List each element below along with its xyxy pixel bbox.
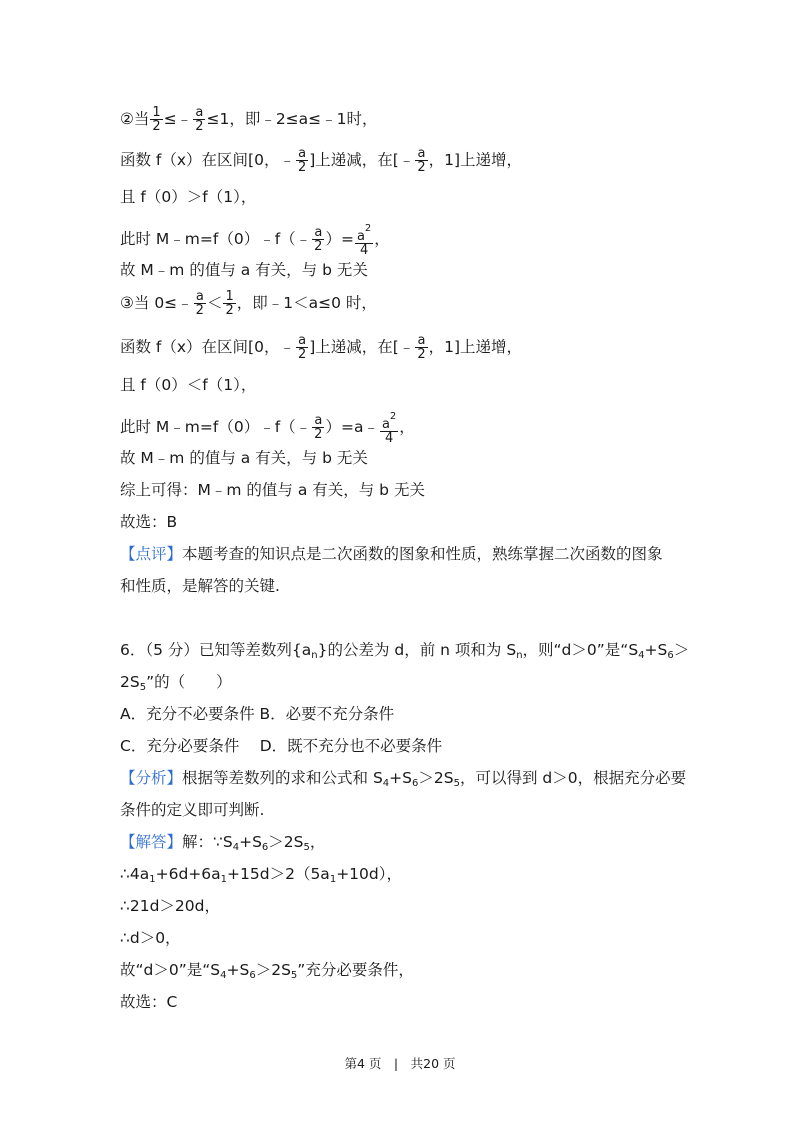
text: ”充分必要条件，: [297, 961, 414, 979]
numerator: a: [194, 290, 206, 304]
solution-line-5: [120, 958, 414, 988]
text: ≤1，即﹣2≤a≤﹣1时，: [206, 110, 378, 128]
text: ）=a﹣: [325, 418, 379, 436]
comment-line-1: [120, 542, 663, 566]
text: 函数 f（x）在区间[0，﹣: [120, 151, 295, 169]
denominator: 4: [384, 431, 394, 446]
text: ）=: [325, 230, 354, 248]
fraction: [194, 290, 206, 317]
text: ＞: [673, 641, 690, 659]
text: 函数 f（x）在区间[0，﹣: [120, 338, 295, 356]
text: +S: [644, 641, 668, 659]
subscript: 6: [249, 970, 256, 981]
case2-monotonic-line: [120, 147, 522, 174]
text: +15d＞2（5a: [227, 865, 330, 883]
numerator: 1: [152, 105, 161, 120]
fraction: [355, 222, 373, 257]
base: a: [356, 229, 365, 244]
text: ，1]上递增，: [428, 151, 523, 169]
case2-compare-line: 且 f（0）＞f（1），: [120, 188, 257, 206]
subscript: 5: [290, 970, 298, 981]
options-cd: C．充分必要条件 D．既不充分也不必要条件: [120, 737, 443, 755]
text: ②当: [120, 110, 150, 128]
fraction: [415, 147, 427, 174]
text: 2S: [120, 673, 140, 691]
text: ＞2S: [418, 769, 454, 787]
subscript: 1: [329, 874, 337, 885]
numerator: a: [193, 106, 205, 120]
options-ab: A．充分不必要条件 B．必要不充分条件: [120, 705, 395, 723]
answer-line-2: 故选：C: [120, 993, 178, 1011]
numerator: [355, 222, 373, 244]
text: ③当 0≤﹣: [120, 294, 193, 312]
text: ]上递减，在[﹣: [309, 151, 415, 169]
text: 解：∵S: [182, 833, 233, 851]
analysis-line-1: [120, 766, 686, 796]
subscript: 5: [303, 842, 310, 853]
subscript: 4: [232, 842, 240, 853]
text: 故“d＞0”是“S: [120, 961, 221, 979]
exponent: 2: [364, 223, 372, 234]
numerator: a: [415, 147, 427, 161]
text: ，: [399, 418, 415, 436]
text: 本题考查的知识点是二次函数的图象和性质，熟练掌握二次函数的图象: [182, 545, 663, 563]
text: ，可以得到 d＞0，根据充分必要: [459, 769, 687, 787]
analysis-tag: 【分析】: [120, 769, 183, 787]
fraction: [296, 147, 308, 174]
text: ≤﹣: [163, 110, 193, 128]
text: 6．（5 分）已知等差数列{a: [120, 641, 312, 659]
denominator: 2: [417, 347, 426, 362]
text: 此时 M﹣m=f（0）﹣f（﹣: [120, 418, 312, 436]
text: +6d+6a: [155, 865, 221, 883]
comment-tag: 【点评】: [120, 545, 183, 563]
numerator: a: [296, 334, 308, 348]
text: ]上递减，在[﹣: [309, 338, 415, 356]
subscript: 6: [261, 842, 269, 853]
subscript: 5: [453, 778, 460, 789]
numerator: [380, 410, 398, 432]
case3-condition-line: [120, 290, 377, 317]
page-footer: 第4 页 | 共20 页: [344, 1056, 456, 1071]
case3-compare-line: 且 f（0）＜f（1），: [120, 376, 257, 394]
question-6-line-2: [120, 670, 232, 700]
denominator: 2: [314, 239, 323, 254]
text: +S: [389, 769, 412, 787]
summary-line: 综上可得：M﹣m 的值与 a 有关，与 b 无关: [120, 481, 425, 499]
text: 根据等差数列的求和公式和 S: [182, 769, 383, 787]
text: +S: [239, 833, 262, 851]
fraction: [380, 410, 398, 445]
question-6-line-1: [120, 638, 689, 668]
fraction: [415, 334, 427, 361]
case2-difference-line: [120, 222, 390, 257]
text: ”的（ ）: [146, 673, 232, 691]
subscript: 1: [149, 874, 156, 885]
text: ，: [309, 833, 326, 851]
solution-line-1: [120, 830, 325, 860]
fraction: [150, 106, 162, 133]
case3-conclusion-line: 故 M﹣m 的值与 a 有关，与 b 无关: [120, 449, 368, 467]
case3-monotonic-line: [120, 334, 522, 361]
denominator: 2: [195, 303, 204, 318]
fraction: [223, 290, 235, 317]
subscript: 1: [220, 874, 228, 885]
fraction: [296, 334, 308, 361]
text: ∴4a: [120, 865, 150, 883]
text: ，则“d＞0”是“S: [522, 641, 639, 659]
subscript: 6: [412, 778, 419, 789]
denominator: 4: [359, 243, 369, 258]
case3-difference-line: [120, 410, 415, 445]
subscript: 6: [667, 650, 674, 661]
comment-line-2: 和性质，是解答的关键.: [120, 577, 280, 595]
fraction: [312, 414, 324, 441]
denominator: 2: [297, 347, 307, 362]
case2-condition-line: [120, 106, 378, 133]
base: a: [381, 417, 390, 432]
denominator: 2: [297, 160, 307, 175]
text: ＜: [206, 294, 223, 312]
numerator: a: [415, 334, 427, 348]
text: ，: [374, 230, 390, 248]
fraction: [312, 226, 324, 253]
subscript: n: [311, 650, 318, 661]
analysis-line-2: 条件的定义即可判断.: [120, 801, 265, 819]
numerator: a: [312, 226, 324, 240]
text: ＞2S: [268, 833, 304, 851]
denominator: 2: [417, 160, 426, 175]
subscript: 5: [139, 682, 147, 693]
solution-tag: 【解答】: [120, 833, 183, 851]
exponent: 2: [389, 411, 397, 422]
subscript: 4: [382, 778, 390, 789]
subscript: n: [516, 650, 523, 661]
numerator: 1: [225, 289, 234, 304]
denominator: 2: [314, 427, 323, 442]
subscript: 4: [638, 650, 645, 661]
solution-line-3: ∴21d＞20d，: [120, 897, 220, 915]
solution-line-2: [120, 862, 402, 892]
text: +10d），: [336, 865, 402, 883]
text: ，1]上递增，: [428, 338, 523, 356]
text: ，即﹣1＜a≤0 时，: [236, 294, 377, 312]
text: ＞2S: [255, 961, 291, 979]
fraction: [193, 106, 205, 133]
subscript: 4: [220, 970, 227, 981]
denominator: 2: [152, 119, 161, 134]
answer-line: 故选：B: [120, 513, 178, 531]
text: }的公差为 d，前 n 项和为 S: [317, 641, 517, 659]
denominator: 2: [225, 303, 234, 318]
numerator: a: [296, 147, 308, 161]
solution-line-4: ∴d＞0，: [120, 929, 181, 947]
case2-conclusion-line: 故 M﹣m 的值与 a 有关，与 b 无关: [120, 261, 368, 279]
text: +S: [226, 961, 250, 979]
numerator: a: [312, 414, 324, 428]
denominator: 2: [195, 119, 204, 134]
text: 此时 M﹣m=f（0）﹣f（﹣: [120, 230, 312, 248]
